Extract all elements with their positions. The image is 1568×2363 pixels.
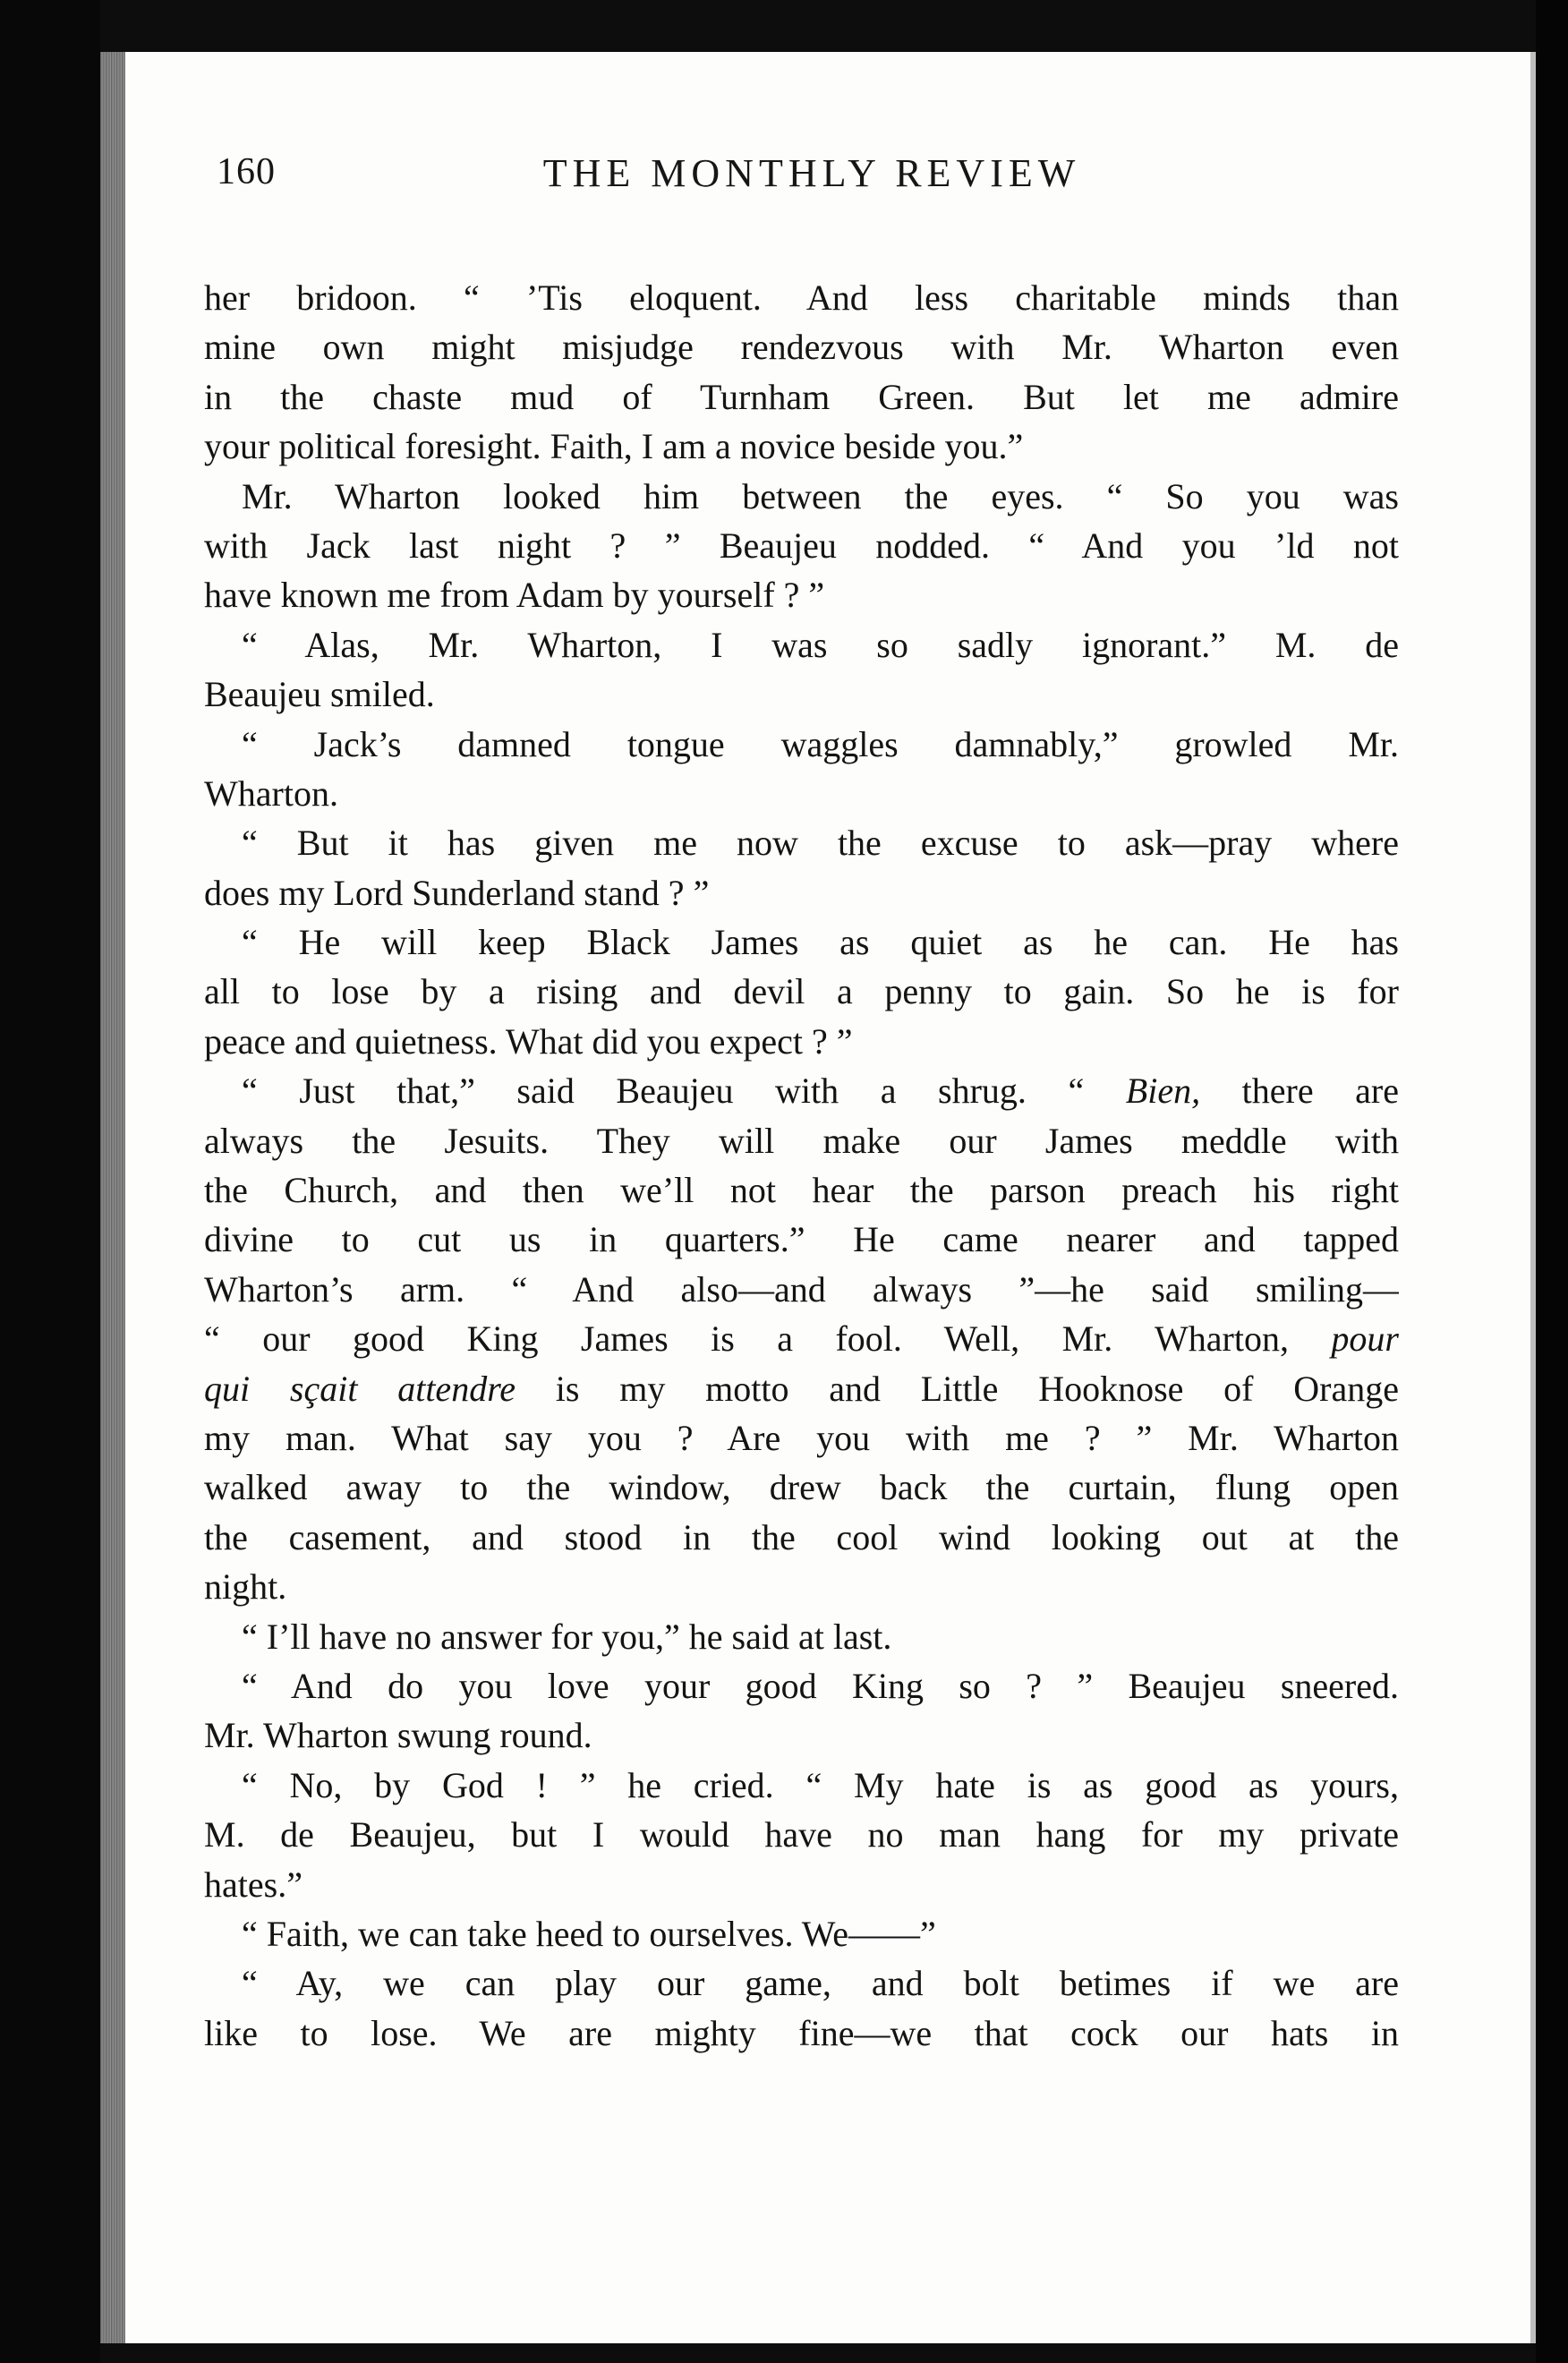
italic-text: pour (1331, 1318, 1399, 1360)
text-line: “ No, by God ! ” he cried. “ My hate is as good as yours, (242, 1764, 1399, 1805)
text-line: like to lose. We are mighty fine—we that cock our hats in (204, 2012, 1399, 2053)
text-line: M. de Beaujeu, but I would have no man hang for my private (204, 1814, 1399, 1855)
text-segment: there are (1200, 1071, 1399, 1112)
text-line: walked away to the window, drew back the curtain, flung open (204, 1467, 1399, 1508)
text-segment: is my motto and Little Hooknose of Orange (516, 1368, 1399, 1409)
text-line: Mr. Wharton swung round. (204, 1715, 592, 1756)
text-line: hates.” (204, 1864, 303, 1905)
book-page-edges (100, 52, 125, 2343)
text-line: my man. What say you ? Are you with me ? ” Mr. Wharton (204, 1417, 1399, 1458)
text-line: peace and quietness. What did you expect ? ” (204, 1020, 853, 1062)
text-line: Wharton. (204, 772, 338, 814)
body-text (204, 273, 1399, 2058)
running-head: THE MONTHLY REVIEW (542, 151, 1081, 195)
text-line: with Jack last night ? ” Beaujeu nodded. “ And you ’ld not (204, 525, 1399, 566)
scan-right-margin (1536, 0, 1568, 2363)
text-line (204, 1066, 1399, 1115)
text-line: night. (204, 1566, 287, 1608)
italic-text: qui sçait attendre (204, 1368, 516, 1409)
text-line: the Church, and then we’ll not hear the parson preach his right (204, 1170, 1399, 1211)
text-line: “ But it has given me now the excuse to ask—pray where (242, 823, 1399, 864)
text-line: Beaujeu smiled. (204, 674, 435, 715)
page-header (217, 150, 1407, 249)
text-line: have known me from Adam by yourself ? ” (204, 575, 825, 616)
text-line: “ I’ll have no answer for you,” he said at last. (242, 1616, 892, 1657)
scan-left-margin (0, 0, 100, 2363)
italic-text: Bien, (1125, 1071, 1201, 1112)
text-line: in the chaste mud of Turnham Green. But let me admire (204, 376, 1399, 417)
page-number: 160 (217, 151, 276, 192)
text-line: divine to cut us in quarters.” He came nearer and tapped (204, 1219, 1399, 1260)
text-line: “ Alas, Mr. Wharton, I was so sadly ignorant.” M. de (242, 624, 1399, 665)
text-line: your political foresight. Faith, I am a novice beside you.” (204, 426, 1024, 467)
text-line: Wharton’s arm. “ And also—and always ”—he said smiling— (204, 1268, 1399, 1309)
text-line: Mr. Wharton looked him between the eyes. “ So you was (242, 475, 1399, 516)
text-segment: “ our good King James is a fool. Well, Mr. Wharton, (204, 1318, 1332, 1360)
text-line: all to lose by a rising and devil a penny to gain. So he is for (204, 971, 1399, 1012)
text-line: the casement, and stood in the cool wind looking out at the (204, 1516, 1399, 1557)
text-line: “ And do you love your good King so ? ” Beaujeu sneered. (242, 1665, 1399, 1706)
text-line (204, 1314, 1399, 1363)
text-line: “ Jack’s damned tongue waggles damnably,” growled Mr. (242, 723, 1399, 764)
text-line: always the Jesuits. They will make our James meddle with (204, 1120, 1399, 1161)
text-line: “ Ay, we can play our game, and bolt betimes if we are (242, 1963, 1399, 2004)
text-line: mine own might misjudge rendezvous with Mr. Wharton even (204, 327, 1399, 368)
text-line: does my Lord Sunderland stand ? ” (204, 872, 710, 913)
text-line: her bridoon. “ ’Tis eloquent. And less charitable minds than (204, 277, 1399, 318)
text-line: “ He will keep Black James as quiet as he can. He has (242, 922, 1399, 963)
text-line (204, 1364, 1399, 1413)
text-line: “ Faith, we can take heed to ourselves. We——” (242, 1913, 936, 1954)
text-segment: “ Just that,” said Beaujeu with a shrug. “ (242, 1071, 1126, 1112)
